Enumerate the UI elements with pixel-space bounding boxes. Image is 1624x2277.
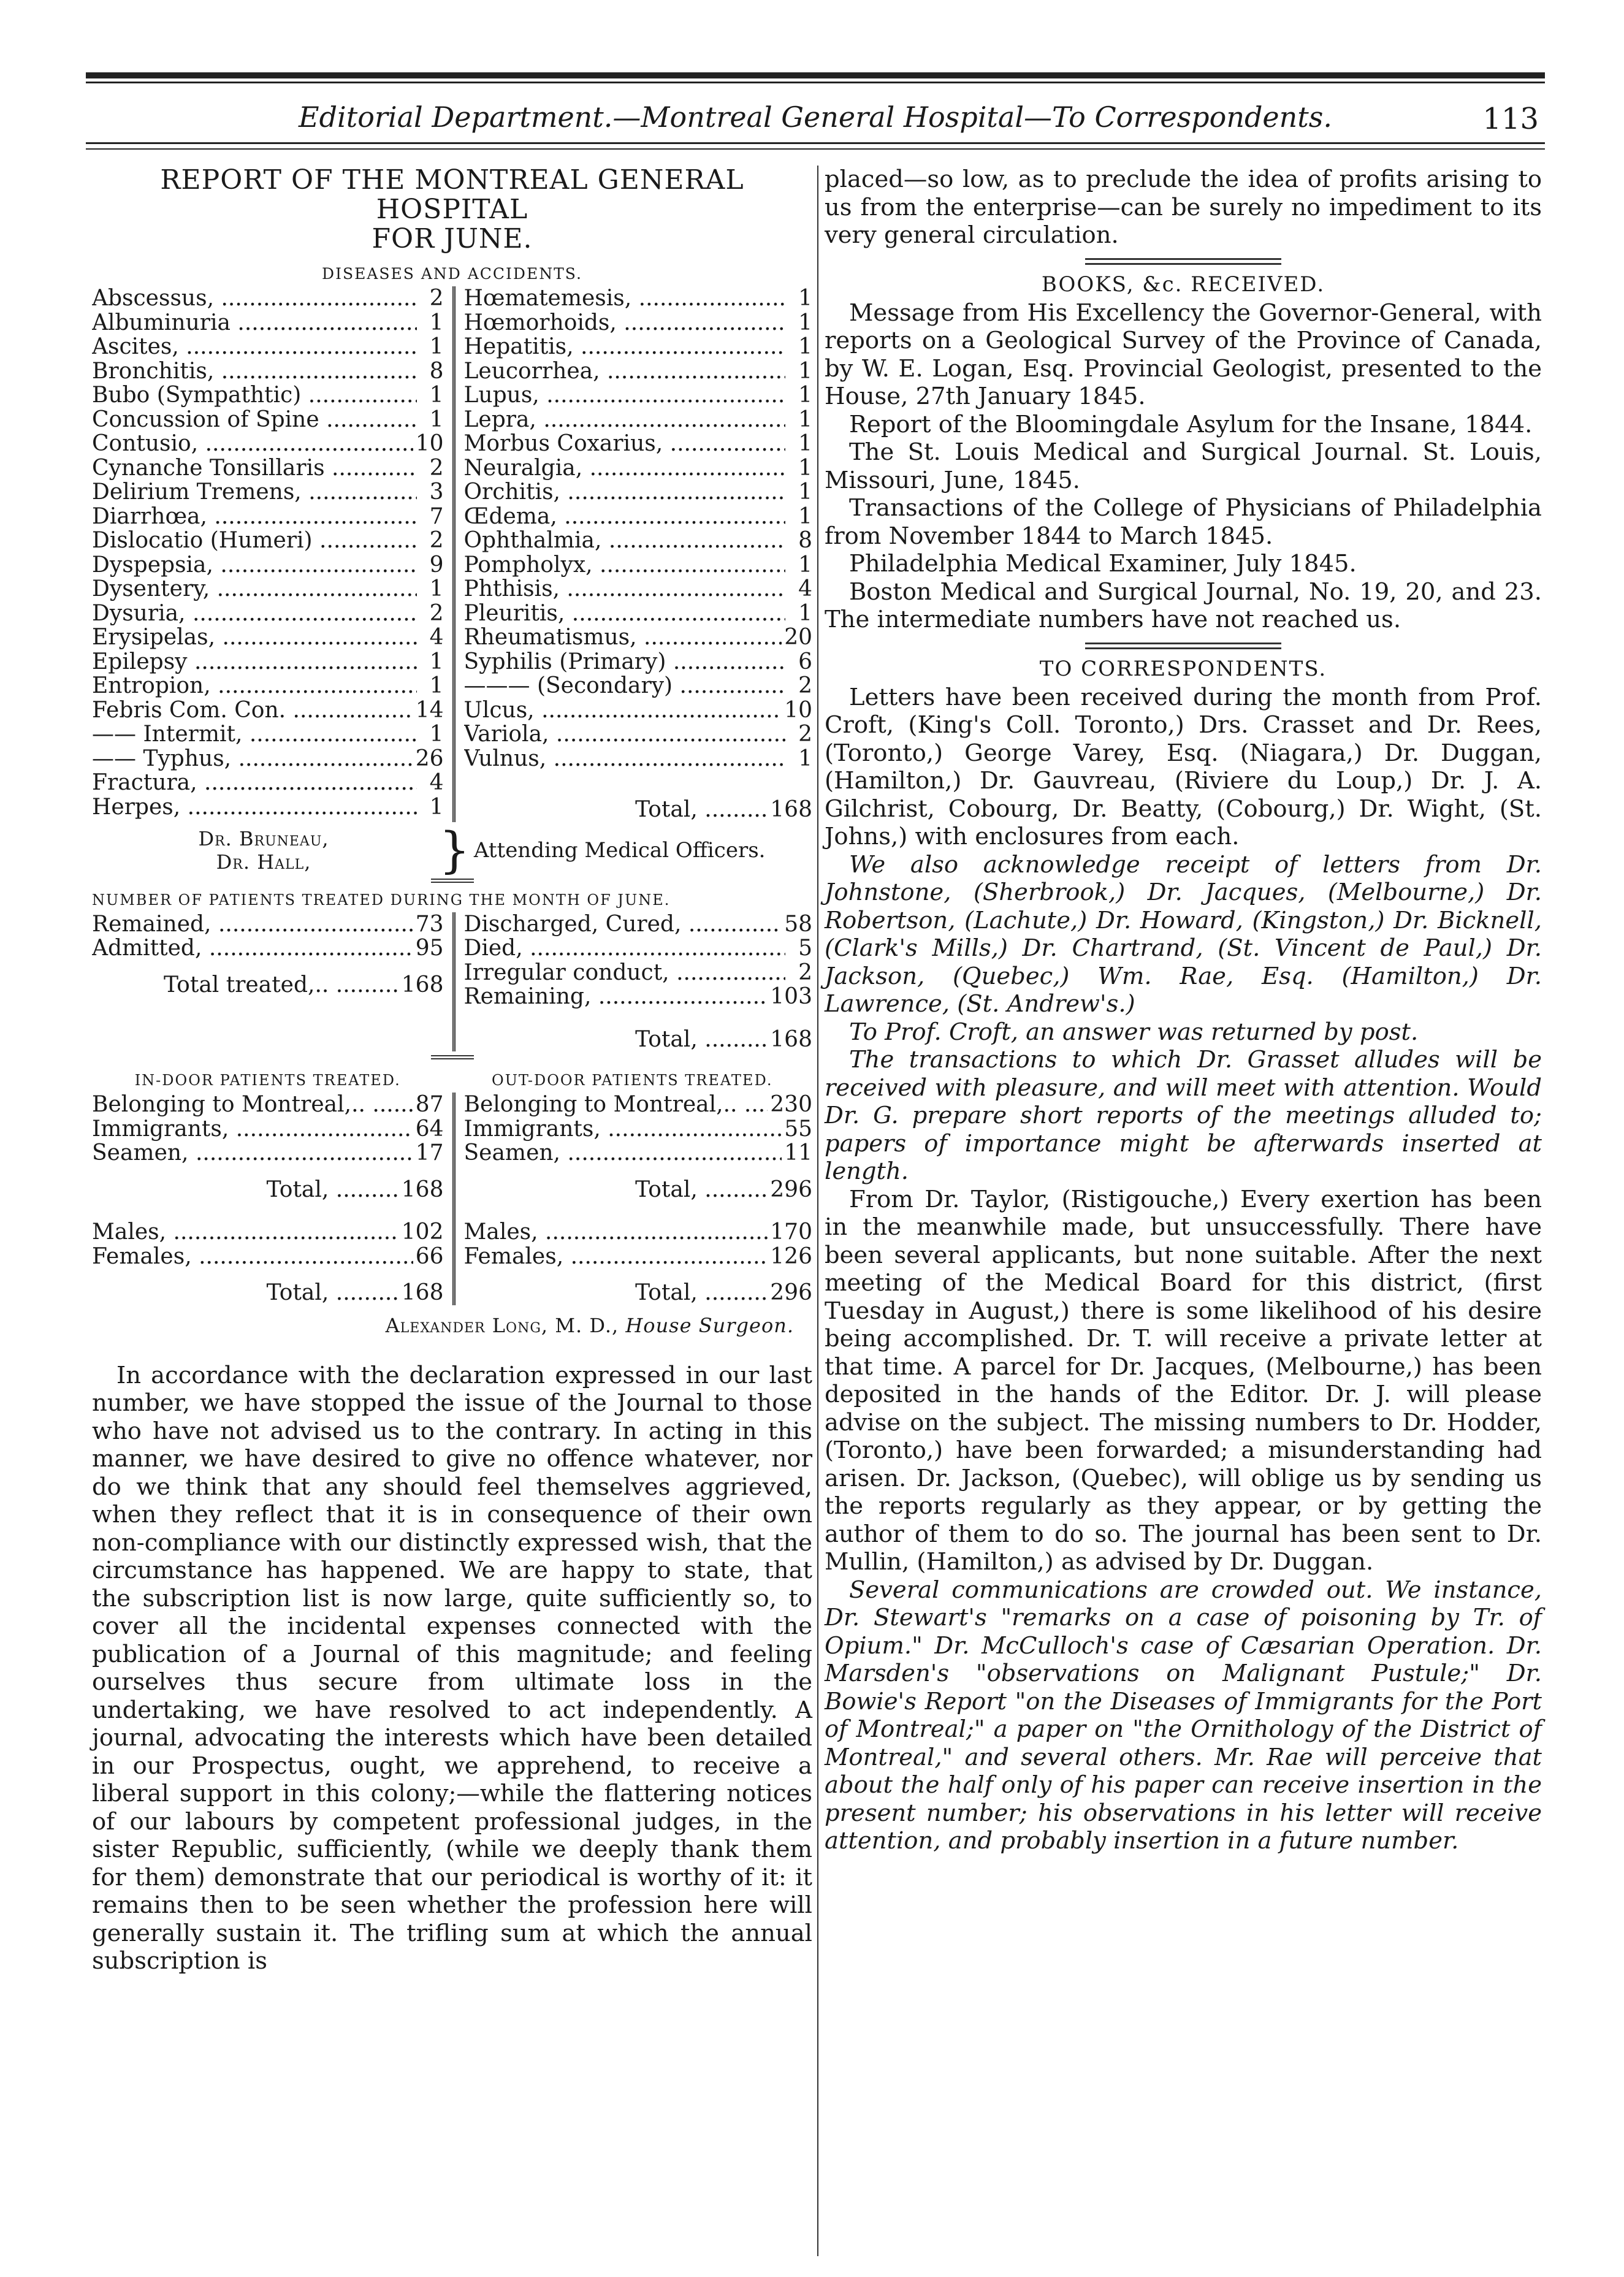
row-count: 126 [770, 1243, 812, 1269]
row-label: Variola, ..... [464, 722, 786, 747]
row-count: 7 [429, 503, 444, 529]
spacer [464, 771, 813, 798]
table-row [464, 747, 813, 771]
table-row [464, 1220, 813, 1245]
row-count: 2 [429, 455, 444, 481]
table-row [464, 480, 813, 505]
row-count: 102 [401, 1219, 444, 1245]
row-count: 296 [770, 1280, 812, 1305]
row-count: 1 [429, 794, 444, 820]
row-label: Bubo (Sympathtic) ..... [92, 383, 417, 408]
table-row [464, 408, 813, 432]
table-row [92, 528, 444, 553]
table-row [92, 698, 444, 723]
row-count: 1 [429, 383, 444, 408]
row-count: 4 [429, 770, 444, 795]
row-label: Dysuria, ..... [92, 601, 417, 626]
book-entry: Report of the Bloomingdale Asylum for the Insane, 1844. [849, 410, 1533, 438]
row-label: Phthisis, ..... [464, 577, 786, 601]
row-label: Males, ..... [92, 1220, 399, 1245]
row-label: Delirium Tremens, ..... [92, 480, 417, 505]
table-row [92, 625, 444, 650]
row-label: Diarrhœa, ..... [92, 505, 417, 529]
table-row [464, 601, 813, 626]
brace-glyph: } [439, 821, 470, 879]
row-count: 1 [429, 722, 444, 747]
total-row [92, 1281, 444, 1305]
row-count: 1 [798, 383, 812, 408]
row-count: 2 [798, 722, 812, 747]
row-label: Ulcus, ..... [464, 698, 782, 723]
table-row [464, 311, 813, 335]
table-row [464, 625, 813, 650]
row-count: 1 [798, 600, 812, 626]
correspondent-note: We also acknowledge receipt of letters from Dr. Johnstone, (Sherbrook,) Dr. Jacques, (Melbourne,) Dr. Robertson, (Lachute,) Dr. Howard, (Kingston,) Dr. Bicknell, (Clark's Mills,) Dr. Chartrand, (St. Vincent de Paul,) Dr. Jackson, (Quebec,) Wm. Rae, Esq. (Hamilton,) Dr. Lawrence, (St. Andrew's.) [825, 850, 1542, 1018]
row-label: Orchitis, ..... [464, 480, 786, 505]
spacer [464, 1165, 813, 1178]
row-count: 20 [784, 625, 812, 650]
row-count: 55 [784, 1116, 812, 1142]
table-row [464, 286, 813, 311]
row-count: 1 [798, 358, 812, 384]
left-column [92, 166, 812, 1975]
table-row [92, 383, 444, 408]
correspondent-note: Several communications are crowded out. We instance, Dr. Stewart's "remarks on a case of poisoning by Tr. of Opium." Dr. McCulloch's case of Cæsarian Operation. Dr. Marsden's "observations on Malignant Pustule;" Dr. Bowie's Report "on the Diseases of Immigrants for the Port of Montreal;" a paper on "the Ornithology of the District of Montreal," and several others. Mr. Rae will perceive that about the half only of his paper can receive insertion in the present number; his observations in his letter will receive attention, and probably insertion in a future number. [825, 1576, 1542, 1855]
table-row [92, 674, 444, 698]
row-count: 87 [415, 1092, 444, 1117]
table-row [92, 553, 444, 578]
row-label: Belonging to Montreal,.. ..... [92, 1093, 413, 1117]
correspondent-note: The transactions to which Dr. Grasset alludes will be received with pleasure, and will meet with attention. Would Dr. G. prepare short reports of the meetings alluded to; papers of importance might be afterwards inserted at length. [825, 1046, 1542, 1185]
correspondent-note: To Prof. Croft, an answer was returned by post. [849, 1018, 1419, 1046]
row-label: Syphilis (Primary) ..... [464, 650, 786, 674]
table-row [464, 722, 813, 747]
table-row [92, 359, 444, 384]
table-row [464, 674, 813, 698]
row-label: Contusio, ..... [92, 432, 413, 456]
table-row [464, 383, 813, 408]
section-separator [431, 1055, 474, 1059]
table-row [464, 1245, 813, 1269]
row-count: 73 [415, 911, 444, 937]
row-label: —— Intermit, ..... [92, 722, 417, 747]
table-row [464, 936, 813, 961]
spacer [464, 1202, 813, 1220]
row-count: 2 [429, 528, 444, 553]
row-label: Epilepsy ..... [92, 650, 417, 674]
row-label: Females, ..... [464, 1245, 768, 1269]
row-count: 6 [798, 649, 812, 674]
inout-headings [92, 1063, 812, 1093]
row-label: Hœmorhoids, ..... [464, 311, 786, 335]
table-row [464, 1117, 813, 1142]
row-label: Vulnus, ..... [464, 747, 786, 771]
table-row [464, 432, 813, 456]
inout-table [92, 1093, 812, 1305]
table-row [464, 650, 813, 674]
officer-name: Dr. Hall, [216, 850, 311, 874]
top-rule-thin [86, 82, 1545, 83]
row-label: Seamen, ..... [464, 1141, 782, 1165]
signature-name: Alexander Long, M. D., [385, 1313, 619, 1337]
row-count: 230 [770, 1092, 812, 1117]
row-label: Concussion of Spine ..... [92, 408, 417, 432]
row-label: Hœmatemesis, ..... [464, 286, 786, 311]
patients-right-column [452, 912, 813, 1052]
table-row [464, 912, 813, 937]
table-row [92, 456, 444, 481]
table-row [92, 936, 444, 961]
row-label: Bronchitis, ..... [92, 359, 417, 384]
table-row [464, 985, 813, 1009]
page-number: 113 [1482, 102, 1539, 136]
row-label: Hepatitis, ..... [464, 335, 786, 359]
row-label: ——— (Secondary) ..... [464, 674, 786, 698]
correspondent-note: Letters have been received during the month from Prof. Croft, (King's Coll. Toronto,) Drs. Crasset and Dr. Rees, (Toronto,) George Varey, Esq. (Niagara,) Dr. Duggan, (Hamilton,) Dr. Gauvreau, (Riviere du Loup,) Dr. J. A. Gilchrist, Cobourg, Dr. Beatty, (Cobourg,) Dr. Wight, (St. Johns,) with enclosures from each. [825, 683, 1542, 850]
column-divider [817, 166, 818, 2256]
spacer [464, 1268, 813, 1281]
total-row [464, 1281, 813, 1305]
row-count: 2 [798, 673, 812, 698]
header-rule-2 [86, 148, 1545, 150]
correspondents-list [825, 684, 1542, 1855]
table-row [92, 722, 444, 747]
row-label: Seamen, ..... [92, 1141, 413, 1165]
patients-heading: NUMBER OF PATIENTS TREATED DURING THE MONTH OF JUNE. [92, 891, 671, 909]
row-label: Febris Com. Con. ..... [92, 698, 413, 723]
spacer [92, 1268, 444, 1281]
row-count: 2 [429, 600, 444, 626]
diseases-left-column [92, 286, 452, 822]
continued-paragraph: placed—so low, as to preclude the idea of profits arising to us from the enterprise—can be surely no impediment to its very general circulation. [825, 166, 1542, 249]
row-count: 95 [415, 936, 444, 961]
table-row [92, 1141, 444, 1165]
editorial-text [92, 1362, 812, 1975]
row-label: Fractura, ..... [92, 771, 417, 795]
row-label: Rheumatismus, ..... [464, 625, 782, 650]
row-count: 170 [770, 1219, 812, 1245]
row-label: Total, ..... [464, 1281, 768, 1305]
total-row [92, 973, 444, 997]
table-row [464, 335, 813, 359]
right-column [825, 166, 1542, 1855]
signature-role: House Surgeon. [625, 1313, 794, 1337]
spacer [464, 1009, 813, 1028]
editorial-paragraph: In accordance with the declaration expressed in our last number, we have stopped the issue of the Journal to those who have not advised us to the contrary. In acting in this manner, we have desired to give no offence whatever, nor do we think that any should feel themselves aggrieved, when they reflect that it is in consequence of their own non-compliance with our distinctly expressed wish, that the circumstance has happened. We are happy to state, that the subscription list is now large, quite sufficiently so, to cover all the incidental expenses connected with the publication of a Journal of this magnitude; and feeling ourselves thus secure from ultimate loss in the undertaking, we have resolved to act independently. A journal, advocating the interests which have been detailed in our Prospectus, ought, we apprehend, to receive a liberal support in this colony;—while the flattering notices of our labours by competent professional judges, in the sister Republic, sufficiently, (while we deeply thank them for them) demonstrate that our periodical is worthy of it: it remains then to be seen whether the profession here will generally sustain it. The trifling sum at which the annual subscription is [92, 1361, 812, 1975]
row-label: Lepra, ..... [464, 408, 786, 432]
row-label: Males, ..... [464, 1220, 768, 1245]
row-label: Remained, ..... [92, 912, 413, 937]
row-count: 8 [429, 358, 444, 384]
table-row [92, 1245, 444, 1269]
row-label: Total, ..... [464, 798, 768, 822]
row-count: 168 [401, 972, 444, 997]
row-label: Herpes, ..... [92, 795, 417, 820]
table-row [464, 1141, 813, 1165]
row-count: 1 [798, 455, 812, 481]
row-count: 1 [798, 552, 812, 578]
row-count: 5 [798, 936, 812, 961]
row-count: 14 [415, 697, 444, 723]
table-row [464, 698, 813, 723]
diseases-right-column [452, 286, 813, 822]
row-label: Cynanche Tonsillaris ..... [92, 456, 417, 481]
row-count: 64 [415, 1116, 444, 1142]
row-label: Died, ..... [464, 936, 786, 961]
report-title [92, 166, 812, 254]
officer-name: Dr. Bruneau, [198, 826, 329, 850]
row-label: Belonging to Montreal,.. ..... [464, 1093, 768, 1117]
table-row [92, 747, 444, 771]
table-row [92, 795, 444, 820]
table-row [464, 359, 813, 384]
row-count: 1 [798, 431, 812, 456]
row-label: Total treated,.. ..... [92, 973, 399, 997]
row-count: 1 [429, 673, 444, 698]
report-title-line1: REPORT OF THE MONTREAL GENERAL HOSPITAL [160, 164, 744, 225]
row-count: 1 [429, 649, 444, 674]
indoor-heading: IN-DOOR PATIENTS TREATED. [134, 1072, 401, 1089]
book-entry: Transactions of the College of Physicians of Philadelphia from November 1844 to March 1845. [825, 494, 1542, 550]
outdoor-heading: OUT-DOOR PATIENTS TREATED. [492, 1072, 773, 1089]
row-count: 168 [401, 1177, 444, 1202]
table-row [92, 1093, 444, 1117]
row-count: 10 [784, 697, 812, 723]
row-label: Total, ..... [464, 1028, 768, 1052]
table-row [92, 408, 444, 432]
table-row [92, 480, 444, 505]
officers-role: Attending Medical Officers. [473, 837, 766, 863]
section-separator [1085, 643, 1281, 649]
top-rule-thick [86, 72, 1545, 78]
row-label: Immigrants, ..... [464, 1117, 782, 1142]
row-count: 4 [798, 576, 812, 601]
table-row [464, 456, 813, 481]
total-row [464, 1178, 813, 1202]
row-count: 1 [798, 746, 812, 771]
row-count: 4 [429, 625, 444, 650]
row-count: 2 [798, 959, 812, 985]
spacer [92, 1165, 444, 1178]
row-label: Erysipelas, ..... [92, 625, 417, 650]
patients-left-column [92, 912, 452, 1052]
table-row [92, 1220, 444, 1245]
diseases-table [92, 286, 812, 822]
row-label: Discharged, Cured, ..... [464, 912, 782, 937]
row-count: 1 [798, 286, 812, 311]
attending-officers [92, 821, 812, 879]
book-entry: Boston Medical and Surgical Journal, No. 19, 20, and 23. The intermediate numbers have not reached us. [825, 578, 1542, 633]
row-count: 1 [798, 479, 812, 505]
row-count: 66 [415, 1243, 444, 1269]
header-rule-1 [86, 142, 1545, 144]
row-count: 103 [770, 984, 812, 1009]
row-label: Immigrants, ..... [92, 1117, 413, 1142]
outdoor-column [452, 1093, 813, 1305]
table-row [92, 286, 444, 311]
indoor-column [92, 1093, 452, 1305]
row-label: Pleuritis, ..... [464, 601, 786, 626]
row-label: Admitted, ..... [92, 936, 413, 961]
row-label: Leucorrhea, ..... [464, 359, 786, 384]
row-count: 11 [784, 1140, 812, 1165]
row-label: Œdema, ..... [464, 505, 786, 529]
table-row [464, 528, 813, 553]
row-count: 1 [429, 310, 444, 335]
row-count: 1 [429, 334, 444, 359]
row-label: Total, ..... [92, 1178, 399, 1202]
total-row [464, 798, 813, 822]
row-count: 1 [798, 310, 812, 335]
table-row [92, 1117, 444, 1142]
table-row [464, 553, 813, 578]
books-list [825, 299, 1542, 634]
section-separator [431, 879, 474, 883]
row-count: 3 [429, 479, 444, 505]
spacer [92, 1202, 444, 1220]
table-row [92, 311, 444, 335]
row-label: —— Typhus, ..... [92, 747, 413, 771]
row-label: Dyspepsia, ..... [92, 553, 417, 578]
row-count: 168 [770, 1026, 812, 1052]
book-entry: The St. Louis Medical and Surgical Journal. St. Louis, Missouri, June, 1845. [825, 438, 1542, 494]
row-label: Entropion, ..... [92, 674, 417, 698]
row-label: Total, ..... [92, 1281, 399, 1305]
total-row [92, 1178, 444, 1202]
row-label: Total, ..... [464, 1178, 768, 1202]
row-label: Neuralgia, ..... [464, 456, 786, 481]
table-row [464, 961, 813, 985]
row-label: Morbus Coxarius, ..... [464, 432, 786, 456]
row-count: 1 [429, 406, 444, 432]
row-label: Ophthalmia, ..... [464, 528, 786, 553]
row-count: 1 [798, 334, 812, 359]
table-row [92, 601, 444, 626]
row-label: Ascites, ..... [92, 335, 417, 359]
table-row [464, 1093, 813, 1117]
row-label: Remaining, ..... [464, 985, 768, 1009]
row-count: 26 [415, 746, 444, 771]
row-count: 296 [770, 1177, 812, 1202]
table-row [464, 505, 813, 529]
spacer [92, 961, 444, 973]
row-count: 1 [798, 503, 812, 529]
book-entry: Philadelphia Medical Examiner, July 1845. [849, 550, 1357, 578]
row-label: Lupus, ..... [464, 383, 786, 408]
table-row [464, 577, 813, 601]
table-row [92, 771, 444, 795]
row-label: Females, ..... [92, 1245, 413, 1269]
total-row [464, 1028, 813, 1052]
book-entry: Message from His Excellency the Governor-General, with reports on a Geological Survey of the Province of Canada, by W. E. Logan, Esq. Provincial Geologist, presented to the House, 27th January 1845. [825, 299, 1542, 410]
officer-names [92, 827, 435, 874]
row-label: Albuminuria ..... [92, 311, 417, 335]
section-separator [1085, 258, 1281, 265]
row-label: Pompholyx, ..... [464, 553, 786, 578]
diseases-heading: DISEASES AND ACCIDENTS. [322, 265, 582, 283]
row-count: 1 [429, 576, 444, 601]
row-count: 168 [770, 797, 812, 822]
patients-table [92, 912, 812, 1052]
row-label: Abscessus, ..... [92, 286, 417, 311]
books-heading: BOOKS, &c. RECEIVED. [1041, 272, 1325, 297]
table-row [92, 505, 444, 529]
row-count: 168 [401, 1280, 444, 1305]
table-row [92, 912, 444, 937]
row-label: Irregular conduct, ..... [464, 961, 786, 985]
table-row [92, 577, 444, 601]
running-header-title: Editorial Department.—Montreal General Hospital—To Correspondents. [299, 101, 1332, 134]
row-count: 9 [429, 552, 444, 578]
row-label: Dysentery, ..... [92, 577, 417, 601]
house-surgeon-signature [92, 1314, 794, 1337]
row-count: 2 [429, 286, 444, 311]
row-count: 1 [798, 406, 812, 432]
running-header [86, 97, 1545, 140]
row-count: 17 [415, 1140, 444, 1165]
report-title-line2: FOR JUNE. [372, 223, 533, 254]
row-count: 58 [784, 911, 812, 937]
table-row [92, 650, 444, 674]
correspondents-heading: TO CORRESPONDENTS. [1039, 656, 1327, 681]
table-row [92, 335, 444, 359]
correspondent-note: From Dr. Taylor, (Ristigouche,) Every exertion has been in the meanwhile made, but unsuccessfully. There have been several applicants, but none suitable. After the next meeting of the Medical Board for this district, (first Tuesday in August,) there is some likelihood of his desire being accomplished. Dr. T. will receive a private letter at that time. A parcel for Dr. Jacques, (Melbourne,) has been deposited in the hands of the Editor. Dr. J. will please advise on the subject. The missing numbers to Dr. Hodder, (Toronto,) have been forwarded; a misunderstanding had arisen. Dr. Jackson, (Quebec), will oblige us by sending us the reports regularly as they appear, or by getting the author of them to do so. The journal has been sent to Dr. Mullin, (Hamilton,) as advised by Dr. Duggan. [825, 1185, 1542, 1576]
table-row [92, 432, 444, 456]
row-count: 10 [415, 431, 444, 456]
row-label: Dislocatio (Humeri) ..... [92, 528, 417, 553]
row-count: 8 [798, 528, 812, 553]
